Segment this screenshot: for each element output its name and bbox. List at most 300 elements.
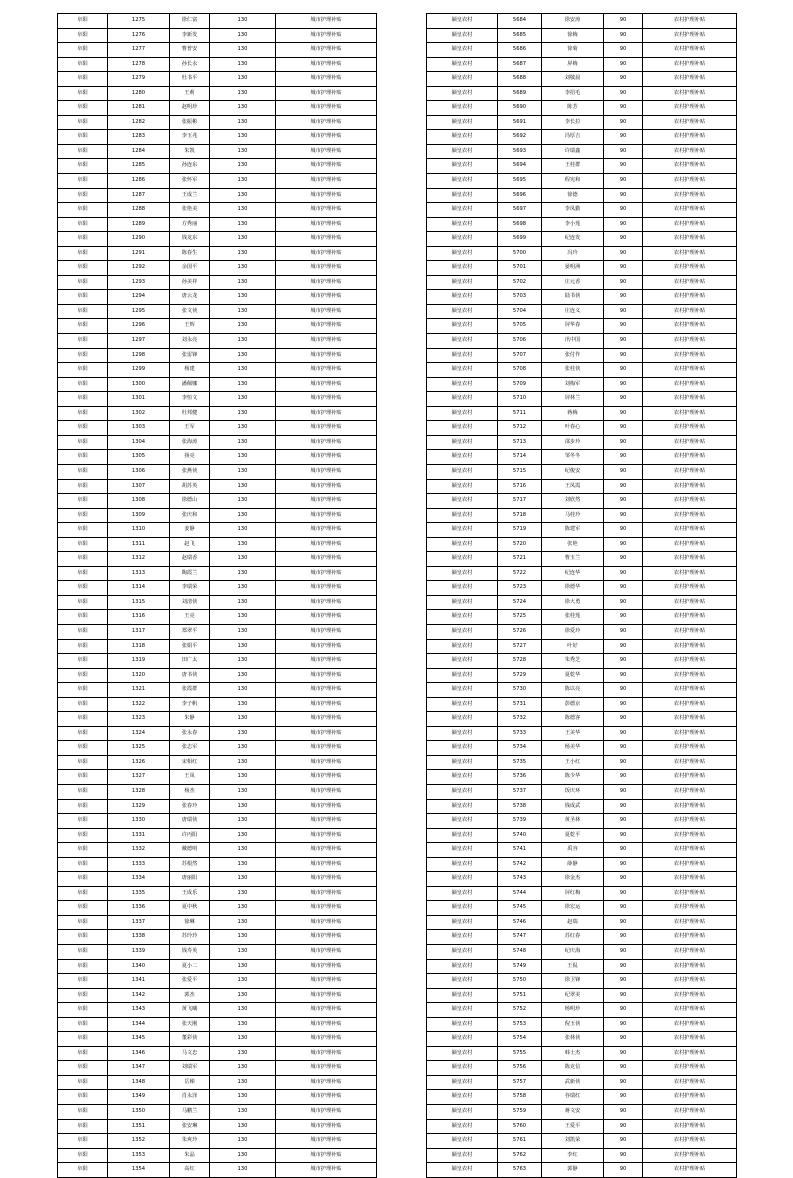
name-cell: 夏小二 — [170, 959, 210, 974]
serial-number-cell: 1339 — [108, 945, 170, 960]
table-row — [58, 1046, 377, 1061]
table-row — [58, 290, 377, 305]
amount-cell: 90 — [604, 523, 643, 538]
name-cell: 李瑞荣 — [170, 581, 210, 596]
region-cell: 颍皇农村 — [427, 450, 498, 465]
region-cell: 阜阳 — [58, 363, 108, 378]
region-cell: 颍皇农村 — [427, 581, 498, 596]
table-row — [58, 508, 377, 523]
subsidy-type-cell: 农村护理补贴 — [643, 14, 737, 29]
amount-cell: 90 — [604, 115, 643, 130]
serial-number-cell: 1282 — [108, 115, 170, 130]
region-cell: 阜阳 — [58, 261, 108, 276]
name-cell: 徐卫锋 — [542, 974, 604, 989]
serial-number-cell: 5743 — [498, 872, 542, 887]
serial-number-cell: 5752 — [498, 1003, 542, 1018]
region-cell: 颍皇农村 — [427, 843, 498, 858]
amount-cell: 90 — [604, 959, 643, 974]
name-cell: 徐德山 — [170, 494, 210, 509]
serial-number-cell: 5746 — [498, 915, 542, 930]
name-cell: 武新侠 — [542, 1075, 604, 1090]
amount-cell: 90 — [604, 304, 643, 319]
serial-number-cell: 5688 — [498, 72, 542, 87]
serial-number-cell: 1300 — [108, 377, 170, 392]
region-cell: 颍皇农村 — [427, 595, 498, 610]
subsidy-type-cell: 农村护理补贴 — [643, 421, 737, 436]
amount-cell: 130 — [210, 43, 276, 58]
name-cell: 李恒文 — [170, 392, 210, 407]
name-cell: 张桂侠 — [542, 363, 604, 378]
subsidy-type-cell: 城市护理补贴 — [276, 1105, 377, 1120]
serial-number-cell: 1322 — [108, 697, 170, 712]
subsidy-type-cell: 城市护理补贴 — [276, 697, 377, 712]
table-row — [58, 581, 377, 596]
subsidy-type-cell: 农村护理补贴 — [643, 683, 737, 698]
serial-number-cell: 5712 — [498, 421, 542, 436]
table-row — [427, 886, 737, 901]
region-cell: 阜阳 — [58, 915, 108, 930]
amount-cell: 130 — [210, 479, 276, 494]
subsidy-type-cell: 农村护理补贴 — [643, 232, 737, 247]
region-cell: 颍皇农村 — [427, 945, 498, 960]
region-cell: 颍皇农村 — [427, 304, 498, 319]
region-cell: 阜阳 — [58, 86, 108, 101]
region-cell: 阜阳 — [58, 435, 108, 450]
table-row — [427, 508, 737, 523]
subsidy-type-cell: 城市护理补贴 — [276, 57, 377, 72]
name-cell: 陈克信 — [542, 1061, 604, 1076]
name-cell: 孙连东 — [170, 159, 210, 174]
serial-number-cell: 1304 — [108, 435, 170, 450]
name-cell: 谷瑞红 — [542, 1090, 604, 1105]
amount-cell: 130 — [210, 203, 276, 218]
region-cell: 颍皇农村 — [427, 159, 498, 174]
amount-cell: 90 — [604, 595, 643, 610]
serial-number-cell: 1318 — [108, 639, 170, 654]
table-row — [427, 319, 737, 334]
region-cell: 颍皇农村 — [427, 261, 498, 276]
name-cell: 扬亮 — [170, 450, 210, 465]
name-cell: 王军 — [170, 421, 210, 436]
table-row — [427, 203, 737, 218]
amount-cell: 90 — [604, 668, 643, 683]
amount-cell: 90 — [604, 930, 643, 945]
subsidy-type-cell: 农村护理补贴 — [643, 290, 737, 305]
name-cell: 赵瑞香 — [170, 552, 210, 567]
name-cell: 蒋文安 — [542, 1105, 604, 1120]
region-cell: 颍皇农村 — [427, 1148, 498, 1163]
amount-cell: 130 — [210, 232, 276, 247]
amount-cell: 90 — [604, 188, 643, 203]
table-row — [427, 712, 737, 727]
amount-cell: 130 — [210, 1148, 276, 1163]
name-cell: 徐德 — [542, 188, 604, 203]
subsidy-type-cell: 城市护理补贴 — [276, 392, 377, 407]
region-cell: 阜阳 — [58, 828, 108, 843]
serial-number-cell: 1336 — [108, 901, 170, 916]
table-row — [427, 1105, 737, 1120]
table-row — [427, 1032, 737, 1047]
region-cell: 阜阳 — [58, 115, 108, 130]
table-row — [427, 843, 737, 858]
serial-number-cell: 5706 — [498, 334, 542, 349]
subsidy-type-cell: 农村护理补贴 — [643, 217, 737, 232]
region-cell: 阜阳 — [58, 319, 108, 334]
serial-number-cell: 5694 — [498, 159, 542, 174]
table-row — [58, 392, 377, 407]
amount-cell: 130 — [210, 1090, 276, 1105]
amount-cell: 90 — [604, 334, 643, 349]
amount-cell: 130 — [210, 552, 276, 567]
subsidy-type-cell: 农村护理补贴 — [643, 246, 737, 261]
region-cell: 阜阳 — [58, 523, 108, 538]
name-cell: 岳梯 — [170, 1075, 210, 1090]
table-row — [427, 1046, 737, 1061]
region-cell: 阜阳 — [58, 1090, 108, 1105]
subsidy-type-cell: 农村护理补贴 — [643, 508, 737, 523]
serial-number-cell: 5728 — [498, 654, 542, 669]
serial-number-cell: 1307 — [108, 479, 170, 494]
amount-cell: 130 — [210, 1119, 276, 1134]
region-cell: 颍皇农村 — [427, 799, 498, 814]
subsidy-type-cell: 城市护理补贴 — [276, 799, 377, 814]
subsidy-type-cell: 农村护理补贴 — [643, 464, 737, 479]
amount-cell: 90 — [604, 363, 643, 378]
name-cell: 王美华 — [542, 726, 604, 741]
name-cell: 苏红春 — [542, 930, 604, 945]
table-row — [427, 697, 737, 712]
amount-cell: 130 — [210, 814, 276, 829]
subsidy-type-cell: 农村护理补贴 — [643, 799, 737, 814]
subsidy-type-cell: 城市护理补贴 — [276, 654, 377, 669]
name-cell: 禹容 — [542, 843, 604, 858]
region-cell: 颍皇农村 — [427, 755, 498, 770]
amount-cell: 130 — [210, 726, 276, 741]
table-row — [58, 755, 377, 770]
region-cell: 阜阳 — [58, 494, 108, 509]
name-cell: 陈建军 — [542, 523, 604, 538]
amount-cell: 90 — [604, 537, 643, 552]
subsidy-type-cell: 农村护理补贴 — [643, 144, 737, 159]
serial-number-cell: 5756 — [498, 1061, 542, 1076]
table-row — [58, 697, 377, 712]
region-cell: 颍皇农村 — [427, 392, 498, 407]
region-cell: 阜阳 — [58, 174, 108, 189]
serial-number-cell: 1350 — [108, 1105, 170, 1120]
region-cell: 颍皇农村 — [427, 464, 498, 479]
region-cell: 颍皇农村 — [427, 712, 498, 727]
amount-cell: 90 — [604, 755, 643, 770]
name-cell: 张霞群 — [170, 683, 210, 698]
subsidy-type-cell: 城市护理补贴 — [276, 348, 377, 363]
table-row — [58, 974, 377, 989]
region-cell: 阜阳 — [58, 930, 108, 945]
amount-cell: 130 — [210, 450, 276, 465]
subsidy-type-cell: 城市护理补贴 — [276, 144, 377, 159]
region-cell: 阜阳 — [58, 43, 108, 58]
region-cell: 颍皇农村 — [427, 654, 498, 669]
region-cell: 阜阳 — [58, 770, 108, 785]
table-row — [427, 1017, 737, 1032]
subsidy-type-cell: 农村护理补贴 — [643, 261, 737, 276]
subsidy-type-cell: 农村护理补贴 — [643, 1017, 737, 1032]
serial-number-cell: 1345 — [108, 1032, 170, 1047]
amount-cell: 130 — [210, 741, 276, 756]
subsidy-type-cell: 农村护理补贴 — [643, 479, 737, 494]
serial-number-cell: 1310 — [108, 523, 170, 538]
serial-number-cell: 5739 — [498, 814, 542, 829]
amount-cell: 90 — [604, 581, 643, 596]
amount-cell: 130 — [210, 72, 276, 87]
region-cell: 颍皇农村 — [427, 741, 498, 756]
name-cell: 邹冬冬 — [542, 450, 604, 465]
region-cell: 颍皇农村 — [427, 377, 498, 392]
name-cell: 马桂玲 — [542, 508, 604, 523]
table-row — [58, 930, 377, 945]
amount-cell: 130 — [210, 857, 276, 872]
subsidy-type-cell: 农村护理补贴 — [643, 1032, 737, 1047]
region-cell: 颍皇农村 — [427, 1003, 498, 1018]
subsidy-type-cell: 农村护理补贴 — [643, 755, 737, 770]
subsidy-type-cell: 农村护理补贴 — [643, 275, 737, 290]
table-row — [427, 639, 737, 654]
region-cell: 阜阳 — [58, 14, 108, 29]
region-cell: 阜阳 — [58, 595, 108, 610]
name-cell: 杜书平 — [170, 72, 210, 87]
region-cell: 阜阳 — [58, 784, 108, 799]
serial-number-cell: 5741 — [498, 843, 542, 858]
serial-number-cell: 1278 — [108, 57, 170, 72]
amount-cell: 90 — [604, 101, 643, 116]
serial-number-cell: 1343 — [108, 1003, 170, 1018]
subsidy-type-cell: 城市护理补贴 — [276, 741, 377, 756]
subsidy-type-cell: 农村护理补贴 — [643, 203, 737, 218]
amount-cell: 90 — [604, 639, 643, 654]
amount-cell: 90 — [604, 43, 643, 58]
region-cell: 颍皇农村 — [427, 494, 498, 509]
region-cell: 颍皇农村 — [427, 683, 498, 698]
amount-cell: 130 — [210, 130, 276, 145]
name-cell: 陈春生 — [170, 246, 210, 261]
table-row — [58, 988, 377, 1003]
serial-number-cell: 5687 — [498, 57, 542, 72]
subsidy-type-cell: 农村护理补贴 — [643, 814, 737, 829]
table-row — [427, 770, 737, 785]
region-cell: 阜阳 — [58, 304, 108, 319]
amount-cell: 90 — [604, 1163, 643, 1178]
region-cell: 阜阳 — [58, 639, 108, 654]
region-cell: 阜阳 — [58, 843, 108, 858]
subsidy-type-cell: 城市护理补贴 — [276, 1075, 377, 1090]
region-cell: 阜阳 — [58, 377, 108, 392]
serial-number-cell: 1311 — [108, 537, 170, 552]
serial-number-cell: 5761 — [498, 1134, 542, 1149]
table-row — [427, 857, 737, 872]
subsidy-type-cell: 农村护理补贴 — [643, 174, 737, 189]
subsidy-type-cell: 农村护理补贴 — [643, 43, 737, 58]
table-row — [58, 406, 377, 421]
subsidy-type-cell: 农村护理补贴 — [643, 1119, 737, 1134]
region-cell: 颍皇农村 — [427, 14, 498, 29]
serial-number-cell: 5727 — [498, 639, 542, 654]
name-cell: 倪玉侠 — [542, 1017, 604, 1032]
amount-cell: 90 — [604, 1105, 643, 1120]
serial-number-cell: 5733 — [498, 726, 542, 741]
region-cell: 阜阳 — [58, 1134, 108, 1149]
name-cell: 张付作 — [542, 348, 604, 363]
name-cell: 唐书侠 — [170, 668, 210, 683]
name-cell: 钱寿英 — [170, 945, 210, 960]
name-cell: 黄圣林 — [542, 814, 604, 829]
subsidy-type-cell: 农村护理补贴 — [643, 406, 737, 421]
amount-cell: 130 — [210, 435, 276, 450]
region-cell: 颍皇农村 — [427, 28, 498, 43]
table-row — [58, 712, 377, 727]
serial-number-cell: 1286 — [108, 174, 170, 189]
serial-number-cell: 5745 — [498, 901, 542, 916]
subsidy-type-cell: 农村护理补贴 — [643, 639, 737, 654]
region-cell: 颍皇农村 — [427, 508, 498, 523]
amount-cell: 90 — [604, 14, 643, 29]
right-subsidy-table — [426, 13, 737, 1178]
subsidy-type-cell: 城市护理补贴 — [276, 188, 377, 203]
serial-number-cell: 5715 — [498, 464, 542, 479]
amount-cell: 90 — [604, 886, 643, 901]
name-cell: 韩士杰 — [542, 1046, 604, 1061]
subsidy-type-cell: 农村护理补贴 — [643, 304, 737, 319]
subsidy-type-cell: 城市护理补贴 — [276, 843, 377, 858]
subsidy-type-cell: 农村护理补贴 — [643, 668, 737, 683]
amount-cell: 90 — [604, 435, 643, 450]
serial-number-cell: 5724 — [498, 595, 542, 610]
serial-number-cell: 1347 — [108, 1061, 170, 1076]
serial-number-cell: 1316 — [108, 610, 170, 625]
name-cell: 徐大勇 — [542, 595, 604, 610]
serial-number-cell: 5704 — [498, 304, 542, 319]
name-cell: 朱爽玲 — [170, 1134, 210, 1149]
amount-cell: 130 — [210, 188, 276, 203]
amount-cell: 130 — [210, 988, 276, 1003]
serial-number-cell: 1323 — [108, 712, 170, 727]
subsidy-type-cell: 农村护理补贴 — [643, 86, 737, 101]
table-row — [427, 915, 737, 930]
subsidy-type-cell: 农村护理补贴 — [643, 101, 737, 116]
name-cell: 陈以亮 — [542, 683, 604, 698]
subsidy-type-cell: 城市护理补贴 — [276, 14, 377, 29]
region-cell: 阜阳 — [58, 1046, 108, 1061]
table-row — [58, 174, 377, 189]
region-cell: 阜阳 — [58, 217, 108, 232]
region-cell: 阜阳 — [58, 726, 108, 741]
table-row — [58, 130, 377, 145]
name-cell: 叶好 — [542, 639, 604, 654]
subsidy-type-cell: 农村护理补贴 — [643, 1163, 737, 1178]
name-cell: 李新发 — [170, 28, 210, 43]
amount-cell: 90 — [604, 159, 643, 174]
name-cell: 王凤霞 — [542, 479, 604, 494]
amount-cell: 130 — [210, 115, 276, 130]
name-cell: 冯玲 — [542, 246, 604, 261]
table-row — [58, 814, 377, 829]
region-cell: 颍皇农村 — [427, 1061, 498, 1076]
name-cell: 李凤勤 — [542, 203, 604, 218]
amount-cell: 90 — [604, 784, 643, 799]
table-row — [427, 1163, 737, 1178]
subsidy-type-cell: 城市护理补贴 — [276, 377, 377, 392]
serial-number-cell: 5744 — [498, 886, 542, 901]
name-cell: 孙美祥 — [170, 275, 210, 290]
subsidy-type-cell: 城市护理补贴 — [276, 1017, 377, 1032]
table-row — [58, 799, 377, 814]
region-cell: 颍皇农村 — [427, 552, 498, 567]
region-cell: 阜阳 — [58, 28, 108, 43]
region-cell: 颍皇农村 — [427, 1032, 498, 1047]
amount-cell: 90 — [604, 275, 643, 290]
amount-cell: 90 — [604, 726, 643, 741]
name-cell: 徐梅 — [542, 28, 604, 43]
subsidy-type-cell: 城市护理补贴 — [276, 537, 377, 552]
region-cell: 阜阳 — [58, 857, 108, 872]
amount-cell: 130 — [210, 915, 276, 930]
region-cell: 颍皇农村 — [427, 566, 498, 581]
subsidy-type-cell: 农村护理补贴 — [643, 886, 737, 901]
table-row — [58, 86, 377, 101]
subsidy-type-cell: 农村护理补贴 — [643, 654, 737, 669]
region-cell: 阜阳 — [58, 959, 108, 974]
table-row — [427, 421, 737, 436]
table-row — [58, 857, 377, 872]
table-row — [58, 595, 377, 610]
amount-cell: 90 — [604, 915, 643, 930]
amount-cell: 90 — [604, 799, 643, 814]
serial-number-cell: 5701 — [498, 261, 542, 276]
table-row — [427, 348, 737, 363]
serial-number-cell: 5755 — [498, 1046, 542, 1061]
table-row — [427, 334, 737, 349]
table-row — [427, 988, 737, 1003]
table-row — [427, 1119, 737, 1134]
table-row — [427, 406, 737, 421]
region-cell: 阜阳 — [58, 203, 108, 218]
amount-cell: 90 — [604, 654, 643, 669]
subsidy-type-cell: 城市护理补贴 — [276, 290, 377, 305]
subsidy-type-cell: 城市护理补贴 — [276, 566, 377, 581]
subsidy-type-cell: 城市护理补贴 — [276, 784, 377, 799]
name-cell: 夏中秋 — [170, 901, 210, 916]
region-cell: 颍皇农村 — [427, 697, 498, 712]
region-cell: 阜阳 — [58, 159, 108, 174]
amount-cell: 130 — [210, 1032, 276, 1047]
name-cell: 杨明珍 — [542, 1003, 604, 1018]
serial-number-cell: 5713 — [498, 435, 542, 450]
serial-number-cell: 1334 — [108, 872, 170, 887]
name-cell: 徐金杰 — [542, 872, 604, 887]
serial-number-cell: 1299 — [108, 363, 170, 378]
table-row — [58, 1134, 377, 1149]
serial-number-cell: 5759 — [498, 1105, 542, 1120]
name-cell: 马文忠 — [170, 1046, 210, 1061]
serial-number-cell: 5692 — [498, 130, 542, 145]
amount-cell: 90 — [604, 624, 643, 639]
amount-cell: 130 — [210, 144, 276, 159]
serial-number-cell: 1302 — [108, 406, 170, 421]
region-cell: 颍皇农村 — [427, 188, 498, 203]
amount-cell: 130 — [210, 57, 276, 72]
subsidy-type-cell: 农村护理补贴 — [643, 537, 737, 552]
serial-number-cell: 1314 — [108, 581, 170, 596]
table-row — [427, 828, 737, 843]
table-row — [58, 377, 377, 392]
